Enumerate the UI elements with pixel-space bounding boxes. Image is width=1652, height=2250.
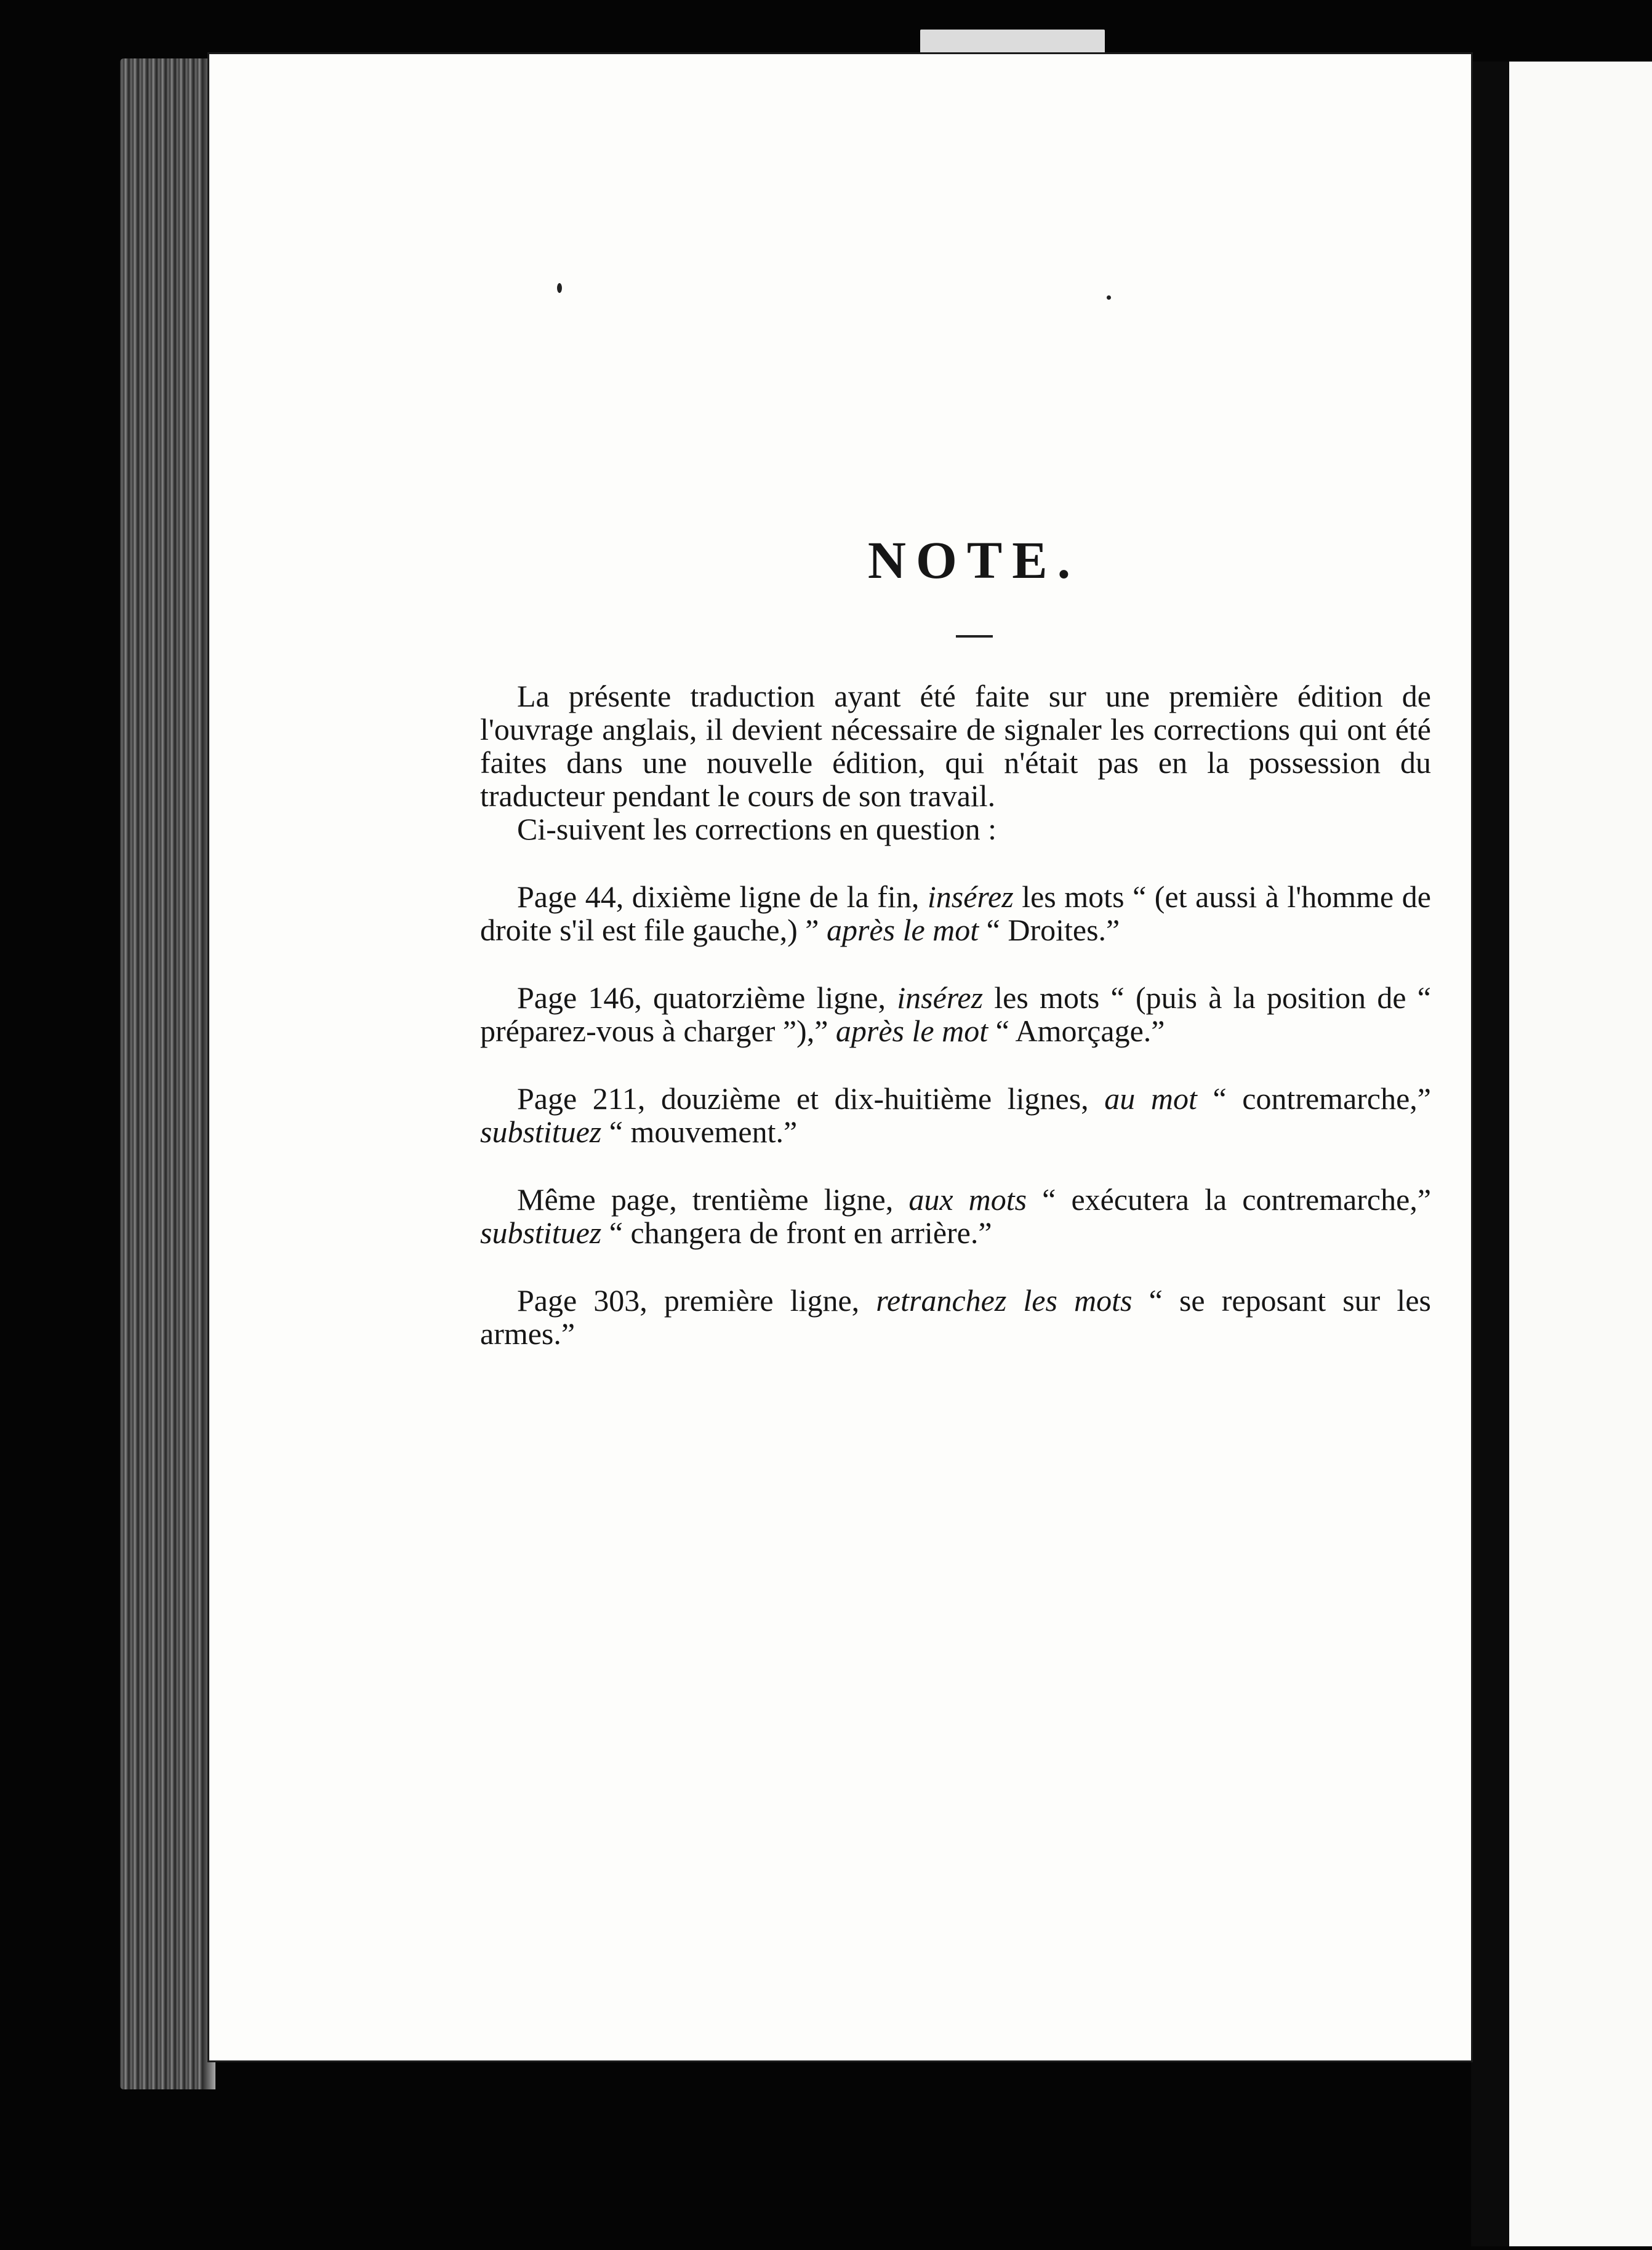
correction-3: Page 211, douzième et dix-huitième lignes, au mot “ contremarche,” substituez “ mouvement.” [480, 1081, 1431, 1149]
correction-5: Page 303, première ligne, retranchez les mots “ se reposant sur les armes.” [480, 1283, 1431, 1351]
title-rule [956, 635, 993, 638]
intro-paragraph: La présente traduction ayant été faite sur une première édition de l'ouvrage anglais, il devient nécessaire de signaler les corrections qui ont été faites dans une nouvelle édition, qui n'était pas en la possession du traducteur pendant le cours de son travail. [480, 679, 1431, 813]
correction-1: Page 44, dixième ligne de la fin, insérez les mots “ (et aussi à l'homme de droite s'il est file gauche,) ” après le mot “ Droites.” [480, 879, 1431, 947]
facing-page [1509, 62, 1652, 2246]
note-content [480, 529, 1431, 1350]
book-fore-edge [120, 58, 212, 2089]
correction-4: Même page, trentième ligne, aux mots “ exécutera la contremarche,” substituez “ changera de front en arrière.” [480, 1182, 1432, 1250]
ink-speck [557, 283, 562, 293]
note-title: NOTE. [867, 530, 1081, 590]
top-scrap [920, 30, 1105, 54]
gutter [1471, 62, 1509, 2246]
correction-2: Page 146, quatorzième ligne, insérez les mots “ (puis à la position de “ préparez-vous à charger ”),” après le mot “ Amorçage.” [480, 980, 1431, 1048]
ink-speck [1107, 295, 1111, 300]
lead-paragraph: Ci-suivent les corrections en question : [517, 812, 997, 846]
